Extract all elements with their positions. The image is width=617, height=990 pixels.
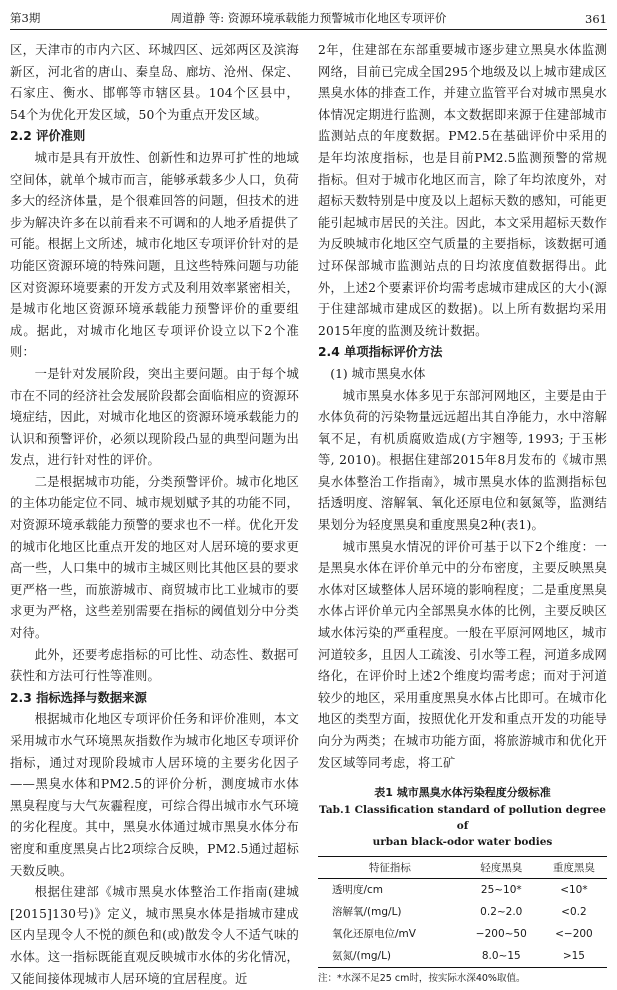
mild-value-cell: 25~10* (480, 884, 522, 897)
table-row (318, 923, 607, 945)
right-paragraph: 城市黑臭水情况的评价可基于以下2个维度：一是黑臭水体在评价单元中的分布密度，主要反映黑臭水体对区域整体人居环境的影响程度；二是重度黑臭水体占评价单元内全部黑臭水体的比例，主要反映区域水体污染的严重程度。一般在平原河网地区，城市河道较多，且因人工疏浚、引水等工程，河道多成网络化，在评价时上述2个维度均需考虑；而对于河道较少的地区，采用重度黑臭水体占比即可。在城市化地区的类型方面，按照优化开发和重点开发的功能导向分为两类；在城市功能方面，将旅游城市和优化开发区域等同考虑，将工矿 (318, 539, 607, 770)
left-paragraph: 二是根据城市功能，分类预警评价。城市化地区的主体功能定位不同、城市规划赋予其的功能不同，对资源环境承载能力预警的要求也不一样。优化开发的城市化地区比重点开发的地区对人居环境的要求更高一些，人口集中的城市主城区则比其他区县的要求更严格一些，而旅游城市、商贸城市比工业城市的要求更为严格，这些差别需要在指标的阈值划分中分类对待。 (10, 474, 299, 641)
right-column-text (318, 40, 607, 774)
mild-value-cell: 8.0~15 (462, 945, 541, 968)
indicator-cell: 氨氮/(mg/L) (318, 945, 462, 968)
left-paragraph: 城市是具有开放性、创新性和边界可扩性的地域空间体，就单个城市而言，能够承载多少人口，负荷多大的经济体量，是个很难回答的问题，但技术的进步为解决许多在以前看来不可调和的人地矛盾提供了可能。根据上文所述，城市化地区专项评价针对的是功能区资源环境的特殊问题，且这些特殊问题与功能区对资源环境要素的开发方式及利用效率紧密相关，是城市化地区资源环境承载能力预警评价的重要组成。据此，对城市化地区专项评价设立以下2个准则： (10, 150, 299, 360)
table-header-row (318, 857, 607, 879)
right-paragraph: 2年，住建部在东部重要城市逐步建立黑臭水体监测网络，目前已完成全国295个地级及以上城市建成区黑臭水体的排查工作，并建立监管平台对城市黑臭水体情况定期进行监测，本文数据即来源于住建部城市监测站点的年度数据。PM2.5在基础评价中采用的是年均浓度指标，也是目前PM2.5监测预警的常规指标。但对于城市化地区而言，除了年均浓度外，对超标天数特别是中度及以上超标天数的感知，可能更能引起城市居民的关注。因此，本文采用超标天数作为反映城市化地区空气质量的主要指标，该数据可通过环保部城市监测站点的日均浓度值数据得出。此外，上述2个要素评价均需考虑城市建成区的大小(源于住建部城市建成区的数据)。以上所有数据均采用2015年度的监测及统计数据。 (318, 43, 607, 338)
table-title-en-line2: urban black-odor water bodies (372, 836, 553, 849)
page-number: 361 (585, 12, 607, 26)
table-row (318, 901, 607, 923)
indicator-cell: 氧化还原电位/mV (332, 928, 416, 941)
severe-value-cell: >15 (541, 945, 607, 968)
table-title-zh: 表1 城市黑臭水体污染程度分级标准 (374, 786, 551, 800)
indicator-cell: 溶解氧/(mg/L) (332, 906, 402, 919)
left-section-heading: 2.2 评价准则 (10, 129, 86, 144)
right-section-heading: 2.4 单项指标评价方法 (318, 345, 443, 360)
left-paragraph: 一是针对发展阶段，突出主要问题。由于每个城市在不同的经济社会发展阶段都会面临相应的资源环境症结，因此，对城市化地区的资源环境承载能力的认识和预警评价，必须以现阶段凸显的典型问题为出发点，进行针对性的评价。 (10, 366, 299, 468)
left-column (10, 40, 299, 990)
table-row (318, 945, 607, 968)
table-1 (318, 784, 607, 987)
indicator-cell: 透明度/cm (332, 884, 384, 897)
header-severe: 重度黑臭 (541, 857, 607, 879)
table-body (318, 879, 607, 968)
header-indicator: 特征指标 (318, 857, 462, 879)
left-section-heading: 2.3 指标选择与数据来源 (10, 690, 147, 705)
left-paragraph: 根据住建部《城市黑臭水体整治工作指南(建城[2015]130号)》定义，城市黑臭水体是指城市建成区内呈现令人不悦的颜色和(或)散发令人不适气味的水体。这一指标既能直观反映城市水体的劣化情况，又能间接体现城市人居环境的宜居程度。近 (10, 885, 299, 986)
severe-value-cell: <−200 (555, 928, 593, 941)
left-paragraph: 区，天津市的市内六区、环城四区、远郊两区及滨海新区，河北省的唐山、秦皇岛、廊坊、沧州、保定、石家庄、衡水、邯郸等市辖区县。104个区县中，54个为优化开发区域，50个为重点开发区域。 (10, 43, 299, 122)
mild-value-cell: −200~50 (475, 928, 527, 941)
classification-table (318, 856, 607, 968)
header-mild: 轻度黑臭 (462, 857, 541, 879)
table-note: 注：*水深不足25 cm时，按实际水深40%取值。 (318, 973, 526, 985)
right-paragraph: 城市黑臭水体多见于东部河网地区，主要是由于水体负荷的污染物量远远超出其自净能力，水中溶解氧不足，有机质腐败造成(方宇翘等, 1993; 于玉彬等, 2010)。根据住建部2015年8月发布的《城市黑臭水体整治工作指南》，城市黑臭水体的监测指标包括透明度、溶解氧、氧化还原电位和氨氮等，监测结果划分为轻度黑臭和重度黑臭2种(表1)。 (318, 388, 607, 533)
table-row (318, 879, 607, 902)
header-rule (10, 29, 607, 30)
right-subsection-heading: (1) 城市黑臭水体 (330, 366, 426, 381)
severe-value-cell: <10* (560, 884, 588, 897)
severe-value-cell: <0.2 (561, 906, 587, 919)
mild-value-cell: 0.2~2.0 (480, 906, 523, 919)
left-paragraph: 此外，还要考虑指标的可比性、动态性、数据可获性和方法可行性等准则。 (10, 647, 299, 684)
table-title-en-line1: Tab.1 Classification standard of pollution degree of (319, 804, 606, 833)
page-header (10, 4, 607, 26)
running-title: 周道静 等: 资源环境承载能力预警城市化地区专项评价 (170, 11, 447, 25)
issue-number: 第3期 (10, 11, 41, 25)
right-column (318, 40, 607, 987)
left-paragraph: 根据城市化地区专项评价任务和评价准则，本文采用城市水气环境黑灰指数作为城市化地区专项评价指标，通过对现阶段城市人居环境的主要劣化因子——黑臭水体和PM2.5的评价分析，测度城市水体黑臭程度与大气灰霾程度，可综合得出城市水气环境的劣化程度。其中，黑臭水体通过城市黑臭水体分布密度和重度黑臭占比2项综合反映，PM2.5通过超标天数反映。 (10, 712, 299, 878)
